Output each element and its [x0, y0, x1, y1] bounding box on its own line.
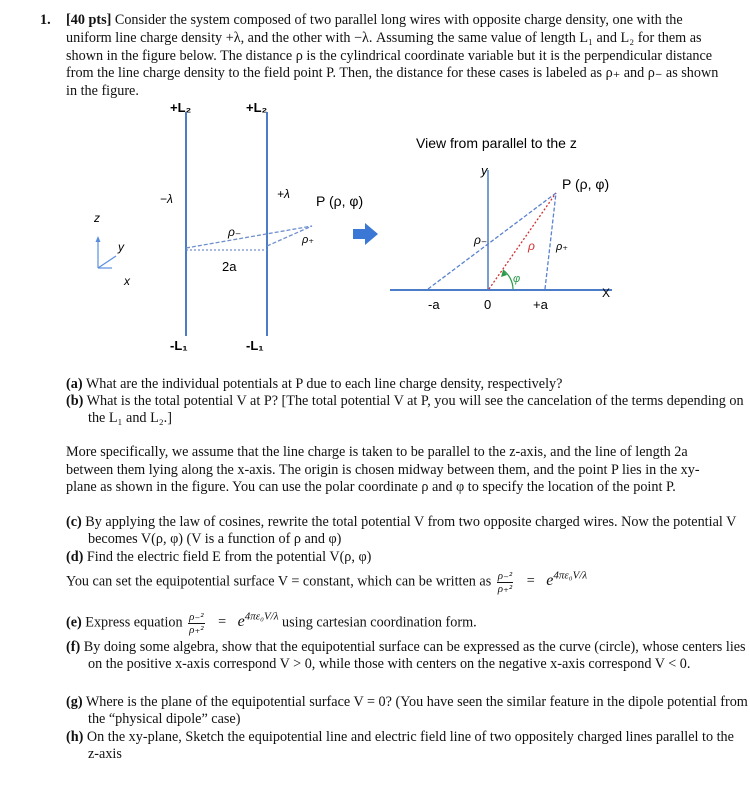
- tick-pos-a: +a: [533, 297, 548, 312]
- tick-neg-a: -a: [428, 297, 440, 312]
- rho-minus-label: ρ₋: [228, 225, 242, 239]
- point-p-label: P (ρ, φ): [316, 193, 364, 209]
- axis-y: [98, 256, 116, 268]
- charge-neg-label: −λ: [160, 192, 173, 206]
- question-c: (c) By applying the law of cosines, rewrite the total potential V from two opposite charged wires. Now the potential V becomes V(ρ, φ) (V is a function of ρ and φ): [66, 514, 737, 548]
- question-b: (b) What is the total potential V at P? [The total potential V at P, you will see the cancelation of the terms depending on the L₁ and L₂.]: [66, 393, 744, 427]
- formula-fraction: $\frac{\text{ρ₋²}}{\text{ρ₊²}}$: [497, 569, 513, 595]
- right-rho-label: ρ: [528, 239, 535, 253]
- right-phi-label: φ: [513, 273, 521, 285]
- axis-y-label: y: [118, 240, 124, 254]
- transition-arrow: [353, 223, 378, 245]
- question-g: (g) Where is the plane of the equipotential surface V = 0? (You have seen the similar feature in the dipole potential from the “physical dipole” case): [66, 694, 748, 728]
- formula-exponential: $e^{4\pi\varepsilon_0V/\lambda}$: [546, 570, 588, 590]
- wire1-bottom-label: -L₁: [170, 338, 188, 353]
- axis-x-label: x: [124, 274, 130, 288]
- right-point-p-label: P (ρ, φ): [562, 176, 610, 192]
- right-rho-plus-line: [545, 193, 556, 289]
- wire2-top-label: +L₂: [246, 100, 268, 115]
- right-figure: [390, 135, 612, 312]
- question-f: (f) By doing some algebra, show that the equipotential surface can be expressed as the curve (circle), whose centers lies on the positive x-axis correspond V > 0, while those with centers on the negative x-axis correspond V < 0.: [66, 639, 746, 673]
- figure: [0, 0, 750, 360]
- question-h: (h) On the xy-plane, Sketch the equipotential line and electric field line of two oppositely charged lines parallel to the z-axis: [66, 729, 734, 763]
- wire2-bottom-label: -L₁: [246, 338, 264, 353]
- right-axis-y-label: y: [481, 163, 488, 178]
- wire1-top-label: +L₂: [170, 100, 192, 115]
- rho-plus-label: ρ₊: [302, 234, 315, 246]
- right-rho-minus-label: ρ₋: [474, 233, 488, 247]
- right-rho-plus-label: ρ₊: [556, 241, 569, 253]
- right-rho-minus-line: [428, 193, 556, 289]
- right-figure-title: View from parallel to the z: [416, 135, 577, 151]
- problem-points: [40 pts]: [66, 12, 112, 28]
- axis-z-arrowhead: [96, 236, 101, 242]
- separation-label: 2a: [222, 259, 237, 274]
- question-e: (e) Express equation $\frac{\text{ρ₋²}}{\text{ρ₊²}}$ = $e^{4\pi\varepsilon_0V/\lambda}$ using cartesian coordination form.: [66, 610, 477, 636]
- tick-zero: 0: [484, 297, 492, 312]
- question-a: (a) What are the individual potentials at P due to each line charge density, respectively?: [66, 376, 563, 392]
- left-figure: [93, 100, 363, 353]
- right-rho-line: [489, 193, 556, 289]
- problem-intro-text: Consider the system composed of two parallel long wires with opposite charge density, one with the uniform line charge density +λ, and the other with −λ. Assuming the same value of length L₁ and L₂ for them as shown in the figure below. The distance ρ is the cylindrical coordinate variable but it is the perpendicular distance from the line charge density to the field point P. Then, the distance for these cases is labeled as ρ₊ and ρ₋ as shown in the figure.: [66, 12, 719, 100]
- axis-z-label: z: [94, 211, 100, 225]
- rho-minus-line: [186, 226, 315, 248]
- problem-number: 1.: [40, 12, 51, 28]
- right-axis-x-label: X: [602, 286, 611, 300]
- question-d: (d) Find the electric field E from the potential V(ρ, φ): [66, 549, 372, 565]
- setup-paragraph: More specifically, we assume that the line charge is taken to be parallel to the z-axis, and the line of length 2a between them lying along the x-axis. The origin is chosen midway between them, and the point P lies in the xy-plane as shown in the figure. You can use the polar coordinate ρ and φ to specify the location of the point P.: [66, 444, 700, 496]
- blue-arrow-icon: [353, 223, 378, 245]
- formula-exponential-e: $e^{4\pi\varepsilon_0V/\lambda}$: [237, 611, 279, 631]
- equipotential-sentence: You can set the equipotential surface V = constant, which can be written as $\frac{\text{ρ₋²}}{\text{ρ₊²}}$ = $e^{4\pi\varepsilon_0V/\lambda}$: [66, 569, 588, 595]
- formula-fraction-e: $\frac{\text{ρ₋²}}{\text{ρ₊²}}$: [189, 610, 204, 636]
- charge-pos-label: +λ: [277, 187, 290, 201]
